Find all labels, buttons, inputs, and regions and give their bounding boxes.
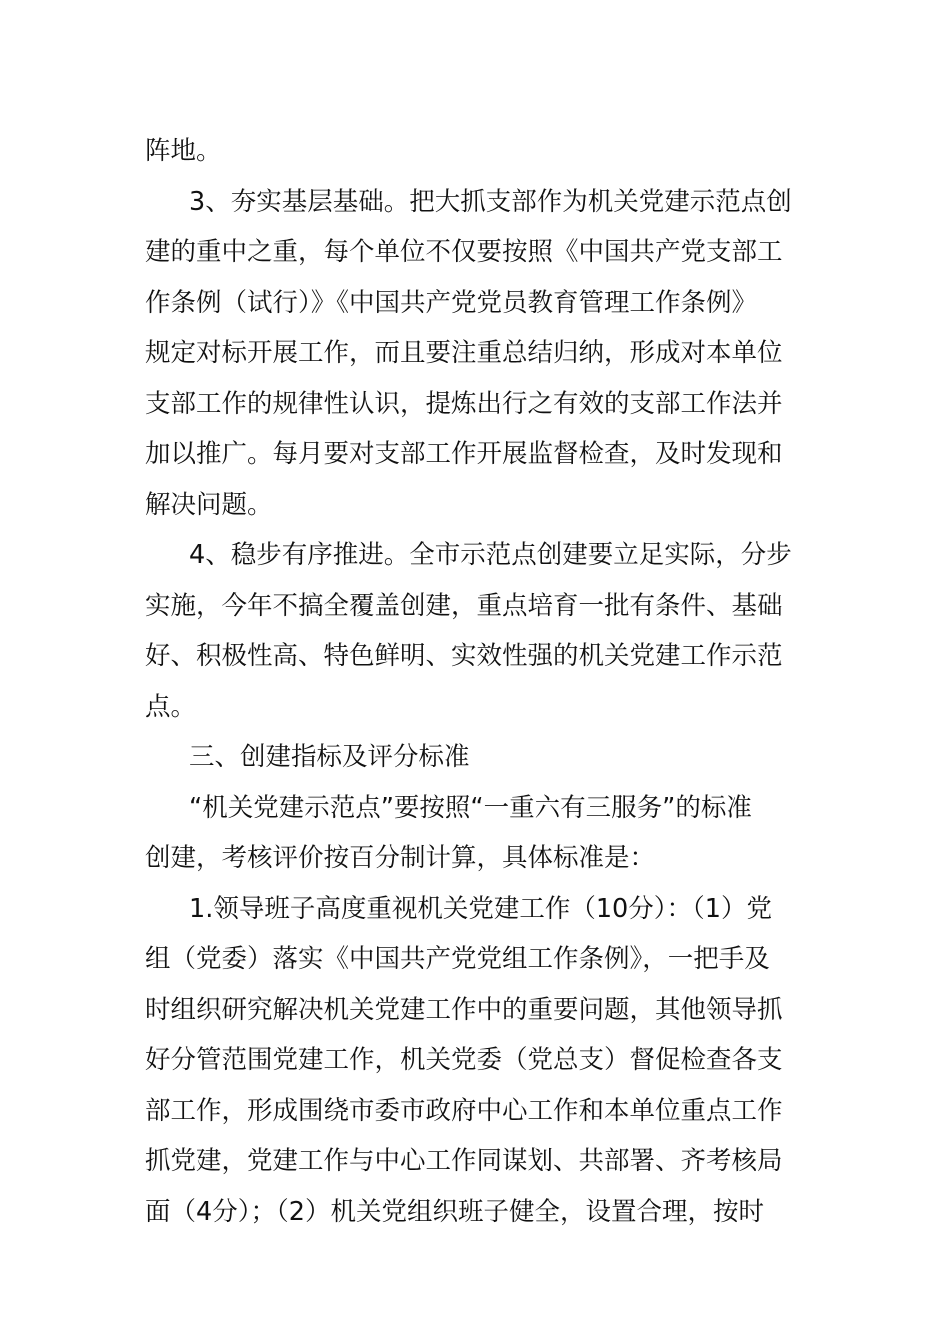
paragraph-line: 作条例（试行）》《中国共产党党员教育管理工作条例》 [145,287,758,318]
paragraph-line: 组（党委）落实《中国共产党党组工作条例》，一把手及 [145,944,770,974]
paragraph-line: 支部工作的规律性认识，提炼出行之有效的支部工作法并 [145,388,783,419]
paragraph-line: 面（4分）；（2）机关党组织班子健全，设置合理，按时 [145,1196,764,1227]
paragraph-line: 加以推广。每月要对支部工作开展监督检查，及时发现和 [145,439,783,469]
paragraph-line: 1.领导班子高度重视机关党建工作（10分）：（1）党 [189,893,773,924]
paragraph-line: 点。 [145,691,197,722]
paragraph-line: 规定对标开展工作，而且要注重总结归纳，形成对本单位 [145,338,783,368]
paragraph-line: 好、积极性高、特色鲜明、实效性强的机关党建工作示范 [145,641,783,671]
paragraph-line: 解决问题。 [145,489,273,520]
paragraph-line: 建的重中之重，每个单位不仅要按照《中国共产党支部工 [145,237,783,267]
paragraph-line: 阵地。 [145,136,222,166]
paragraph-line: “机关党建示范点”要按照“一重六有三服务”的标准 [189,792,752,823]
document-body [145,126,810,1237]
paragraph-line: 创建，考核评价按百分制计算，具体标准是： [145,843,656,873]
paragraph-line: 抓党建，党建工作与中心工作同谋划、共部署、齐考核局 [145,1146,783,1176]
section-heading: 三、创建指标及评分标准 [189,742,470,772]
paragraph-line: 实施，今年不搞全覆盖创建，重点培育一批有条件、基础 [145,590,783,621]
paragraph-line: 时组织研究解决机关党建工作中的重要问题，其他领导抓 [145,994,783,1025]
paragraph-line: 部工作，形成围绕市委市政府中心工作和本单位重点工作 [145,1095,783,1126]
paragraph-line: 3、夯实基层基础。把大抓支部作为机关党建示范点创 [189,186,792,217]
paragraph-line: 4、稳步有序推进。全市示范点创建要立足实际，分步 [189,540,792,570]
paragraph-line: 好分管范围党建工作，机关党委（党总支）督促检查各支 [145,1045,783,1075]
